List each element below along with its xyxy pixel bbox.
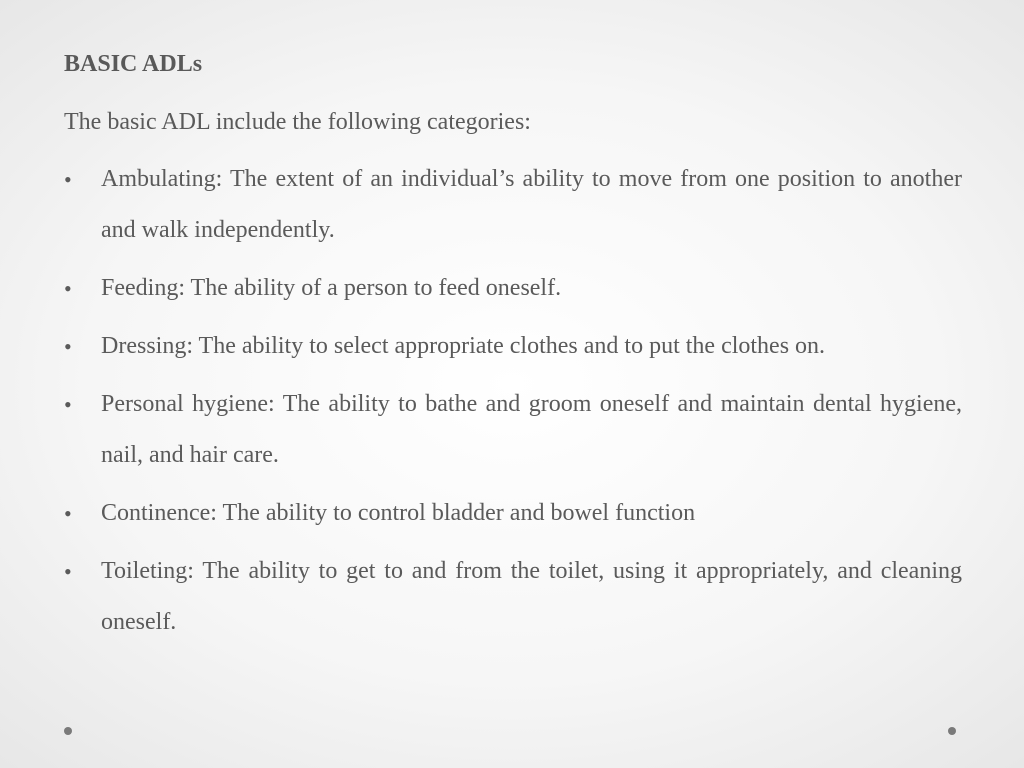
list-item	[64, 488, 962, 539]
list-item-text: Feeding: The ability of a person to feed oneself.	[101, 275, 562, 301]
bullet-icon: •	[64, 334, 72, 359]
bullet-list	[64, 154, 962, 648]
bullet-icon: •	[64, 559, 72, 584]
list-item-text: Personal hygiene: The ability to bathe and groom oneself and maintain dental hygiene, nail, and hair care.	[101, 391, 962, 468]
slide-heading: BASIC ADLs	[64, 51, 203, 77]
list-item	[64, 154, 962, 256]
list-item-text: Continence: The ability to control bladder and bowel function	[101, 500, 696, 526]
list-item	[64, 379, 962, 481]
list-item	[64, 321, 962, 372]
list-item-text: Toileting: The ability to get to and from the toilet, using it appropriately, and cleaning oneself.	[101, 558, 962, 635]
bullet-icon: •	[64, 276, 72, 301]
bullet-icon: •	[64, 392, 72, 417]
bullet-icon: •	[64, 501, 72, 526]
slide-content	[64, 46, 962, 661]
left-corner-dot-icon	[64, 727, 72, 735]
list-item-text: Dressing: The ability to select appropriate clothes and to put the clothes on.	[101, 333, 826, 359]
list-item-text: Ambulating: The extent of an individual’s ability to move from one position to another and walk independently.	[101, 166, 962, 243]
bullet-icon: •	[64, 167, 72, 192]
list-item	[64, 263, 962, 314]
right-corner-dot-icon	[948, 727, 956, 735]
slide-intro: The basic ADL include the following categories:	[64, 109, 531, 135]
list-item	[64, 546, 962, 648]
